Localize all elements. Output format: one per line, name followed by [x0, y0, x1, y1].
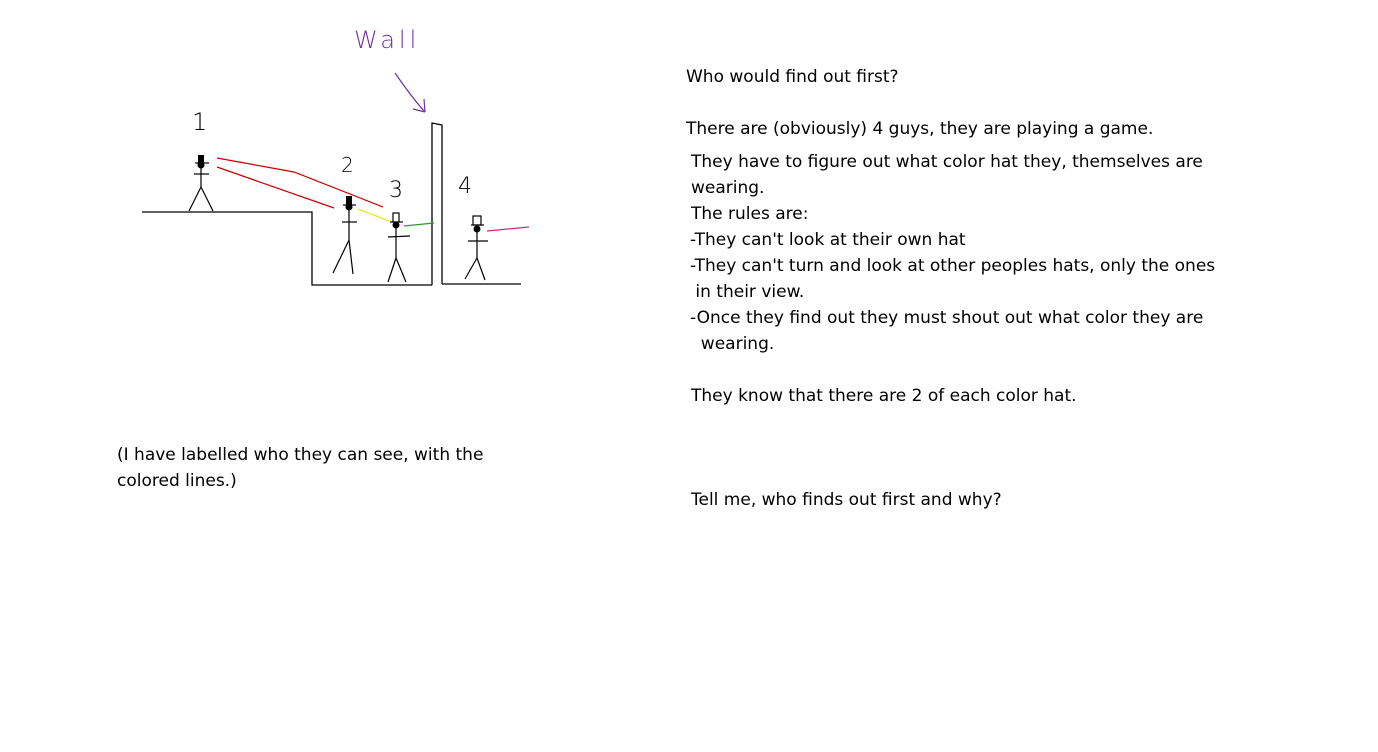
puzzle-fact: They know that there are 2 of each color hat. [691, 386, 1077, 406]
rules-line-7: -Once they find out they must shout out what color they are [690, 308, 1204, 328]
person-2 [333, 196, 357, 274]
person-4 [465, 216, 488, 280]
caption-line-1: (I have labelled who they can see, with the [117, 445, 484, 465]
wall-arrow [395, 73, 425, 112]
person-1 [189, 155, 213, 211]
rules-line-1: They have to figure out what color hat they, themselves are [691, 152, 1203, 172]
puzzle-question: Who would find out first? [686, 67, 899, 87]
sight-line-person1-upper [217, 158, 383, 207]
sight-lines [217, 158, 529, 231]
person-4-number: 4 [458, 174, 472, 199]
wall [432, 123, 442, 285]
person-3-hat [393, 213, 399, 222]
person-1-number: 1 [192, 108, 208, 136]
rules-line-5: -They can't turn and look at other peoples hats, only the ones [690, 256, 1216, 276]
sight-line-person3 [404, 223, 434, 226]
rules-line-4: -They can't look at their own hat [690, 230, 966, 250]
caption-line-2: colored lines.) [117, 471, 237, 491]
wall-label: Wall [354, 26, 421, 54]
person-4-hat [473, 216, 481, 225]
person-4-head [474, 226, 481, 233]
puzzle-closing: Tell me, who finds out first and why? [691, 490, 1002, 510]
person-2-number: 2 [341, 153, 354, 177]
rules-line-2: wearing. [691, 178, 765, 198]
person-3 [388, 213, 410, 282]
sight-line-person2 [358, 209, 389, 221]
puzzle-intro: There are (obviously) 4 guys, they are playing a game. [686, 119, 1154, 139]
rules-line-3: The rules are: [691, 204, 809, 224]
rules-line-6: in their view. [690, 282, 805, 302]
ground-outline [142, 212, 521, 285]
rules-line-8: wearing. [690, 334, 775, 354]
sight-line-person4 [487, 227, 529, 231]
sight-line-person1-lower [217, 167, 334, 208]
person-3-number: 3 [389, 178, 403, 203]
